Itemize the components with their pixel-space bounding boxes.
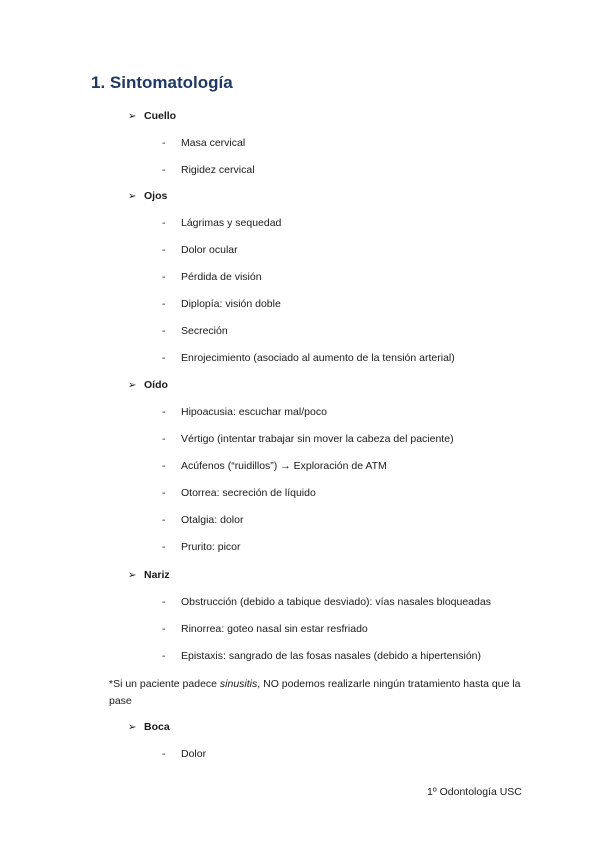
dash-bullet: - xyxy=(162,217,166,229)
item-text: Enrojecimiento (asociado al aumento de la tensión arterial) xyxy=(181,352,455,364)
dash-bullet: - xyxy=(162,650,166,662)
item-text: Pérdida de visión xyxy=(181,271,262,283)
item-text: Masa cervical xyxy=(181,137,246,149)
section-title: Cuello xyxy=(144,110,177,122)
list-item xyxy=(162,164,255,176)
item-text: Acúfenos (“ruidillos”) → Exploración de ATM xyxy=(181,460,387,472)
section-title: Ojos xyxy=(144,190,168,202)
section-nariz xyxy=(128,569,170,581)
dash-bullet: - xyxy=(162,596,166,608)
item-text: Otalgia: dolor xyxy=(181,514,244,526)
page-heading: 1. Sintomatología xyxy=(91,73,233,92)
section-title: Nariz xyxy=(144,569,170,581)
list-item xyxy=(162,325,228,337)
item-text: Prurito: picor xyxy=(181,541,241,553)
section-title: Boca xyxy=(144,721,170,733)
item-text: Lágrimas y sequedad xyxy=(181,217,282,229)
item-text: Otorrea: secreción de líquido xyxy=(181,487,316,499)
item-text: Dolor ocular xyxy=(181,244,238,256)
note-text-after: , NO podemos realizarle ningún tratamiento hasta que la pase xyxy=(109,678,521,707)
section-title: Oído xyxy=(144,379,168,391)
dash-bullet: - xyxy=(162,406,166,418)
item-text: Secreción xyxy=(181,325,228,337)
list-item xyxy=(162,433,454,445)
arrow-bullet-icon: ➢ xyxy=(128,721,137,733)
list-item xyxy=(162,487,316,499)
item-text: Dolor xyxy=(181,748,207,760)
dash-bullet: - xyxy=(162,541,166,553)
sinusitis-note xyxy=(109,676,529,710)
list-item xyxy=(162,406,327,418)
dash-bullet: - xyxy=(162,748,166,760)
list-item xyxy=(162,137,245,149)
dash-bullet: - xyxy=(162,352,166,364)
dash-bullet: - xyxy=(162,325,166,337)
dash-bullet: - xyxy=(162,623,166,635)
list-item xyxy=(162,352,455,364)
list-item xyxy=(162,460,387,472)
section-cuello xyxy=(128,110,176,122)
list-item xyxy=(162,748,206,760)
list-item xyxy=(162,623,368,635)
dash-bullet: - xyxy=(162,271,166,283)
list-item xyxy=(162,650,481,662)
item-text: Epistaxis: sangrado de las fosas nasales (debido a hipertensión) xyxy=(181,650,482,662)
page-footer: 1º Odontología USC xyxy=(427,786,522,798)
list-item xyxy=(162,244,238,256)
arrow-bullet-icon: ➢ xyxy=(128,569,137,581)
note-text-before: *Si un paciente padece xyxy=(109,678,220,690)
item-text: Diplopía: visión doble xyxy=(181,298,281,310)
item-text: Vértigo (intentar trabajar sin mover la cabeza del paciente) xyxy=(181,433,454,445)
note-italic-term: sinusitis xyxy=(219,678,258,690)
dash-bullet: - xyxy=(162,164,166,176)
list-item xyxy=(162,596,491,608)
list-item xyxy=(162,271,262,283)
list-item xyxy=(162,541,241,553)
item-text: Rigidez cervical xyxy=(181,164,255,176)
list-item xyxy=(162,217,281,229)
dash-bullet: - xyxy=(162,514,166,526)
arrow-bullet-icon: ➢ xyxy=(128,190,137,202)
item-text: Hipoacusia: escuchar mal/poco xyxy=(181,406,327,418)
list-item xyxy=(162,514,243,526)
dash-bullet: - xyxy=(162,244,166,256)
dash-bullet: - xyxy=(162,460,166,472)
item-text: Rinorrea: goteo nasal sin estar resfriado xyxy=(181,623,368,635)
arrow-bullet-icon: ➢ xyxy=(128,379,137,391)
dash-bullet: - xyxy=(162,487,166,499)
section-oido xyxy=(128,379,168,391)
dash-bullet: - xyxy=(162,298,166,310)
dash-bullet: - xyxy=(162,137,166,149)
item-text: Obstrucción (debido a tabique desviado): vías nasales bloqueadas xyxy=(181,596,491,608)
dash-bullet: - xyxy=(162,433,166,445)
section-boca xyxy=(128,721,170,733)
list-item xyxy=(162,298,281,310)
section-ojos xyxy=(128,190,167,202)
arrow-bullet-icon: ➢ xyxy=(128,110,137,122)
